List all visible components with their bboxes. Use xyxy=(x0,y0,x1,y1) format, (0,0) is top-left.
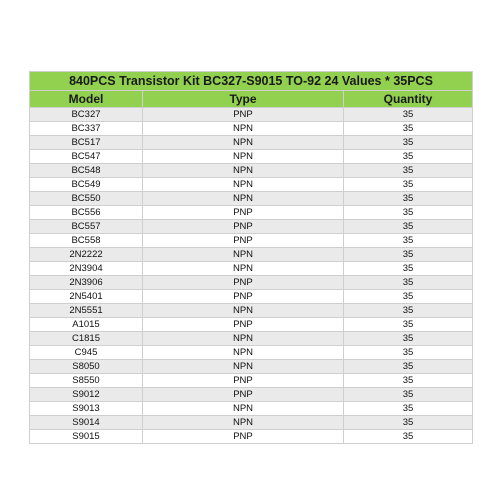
table-row xyxy=(30,346,473,360)
cell-model: 2N3904 xyxy=(30,262,143,276)
cell-type: NPN xyxy=(143,346,344,360)
cell-quantity: 35 xyxy=(344,276,473,290)
cell-quantity: 35 xyxy=(344,248,473,262)
cell-type: PNP xyxy=(143,220,344,234)
table-row xyxy=(30,402,473,416)
table-row xyxy=(30,332,473,346)
cell-quantity: 35 xyxy=(344,416,473,430)
table-row xyxy=(30,276,473,290)
cell-quantity: 35 xyxy=(344,136,473,150)
cell-model: 2N5401 xyxy=(30,290,143,304)
cell-quantity: 35 xyxy=(344,360,473,374)
cell-model: BC547 xyxy=(30,150,143,164)
cell-quantity: 35 xyxy=(344,318,473,332)
cell-model: 2N2222 xyxy=(30,248,143,262)
cell-model: BC557 xyxy=(30,220,143,234)
table-row xyxy=(30,388,473,402)
table-row xyxy=(30,248,473,262)
cell-model: S9013 xyxy=(30,402,143,416)
cell-type: PNP xyxy=(143,276,344,290)
cell-quantity: 35 xyxy=(344,220,473,234)
cell-model: BC558 xyxy=(30,234,143,248)
cell-quantity: 35 xyxy=(344,332,473,346)
cell-type: PNP xyxy=(143,374,344,388)
cell-type: NPN xyxy=(143,122,344,136)
cell-type: NPN xyxy=(143,192,344,206)
cell-quantity: 35 xyxy=(344,150,473,164)
table-row xyxy=(30,178,473,192)
table-row xyxy=(30,206,473,220)
cell-type: PNP xyxy=(143,290,344,304)
cell-model: C945 xyxy=(30,346,143,360)
cell-model: BC517 xyxy=(30,136,143,150)
cell-type: PNP xyxy=(143,388,344,402)
transistor-kit-table xyxy=(29,71,473,444)
table-title-row xyxy=(30,72,473,91)
cell-quantity: 35 xyxy=(344,192,473,206)
cell-type: PNP xyxy=(143,234,344,248)
cell-type: PNP xyxy=(143,108,344,122)
cell-quantity: 35 xyxy=(344,178,473,192)
cell-quantity: 35 xyxy=(344,374,473,388)
cell-type: PNP xyxy=(143,430,344,444)
table-row xyxy=(30,234,473,248)
cell-quantity: 35 xyxy=(344,164,473,178)
cell-quantity: 35 xyxy=(344,234,473,248)
column-header-type: Type xyxy=(143,91,344,108)
table-row xyxy=(30,108,473,122)
cell-type: NPN xyxy=(143,178,344,192)
table-row xyxy=(30,220,473,234)
cell-quantity: 35 xyxy=(344,206,473,220)
cell-model: S9014 xyxy=(30,416,143,430)
table-row xyxy=(30,430,473,444)
table-row xyxy=(30,164,473,178)
table-row xyxy=(30,416,473,430)
table-row xyxy=(30,192,473,206)
table-row xyxy=(30,136,473,150)
cell-type: NPN xyxy=(143,402,344,416)
cell-type: NPN xyxy=(143,164,344,178)
cell-model: C1815 xyxy=(30,332,143,346)
cell-type: NPN xyxy=(143,248,344,262)
column-header-quantity: Quantity xyxy=(344,91,473,108)
cell-model: S8550 xyxy=(30,374,143,388)
cell-model: BC337 xyxy=(30,122,143,136)
cell-model: 2N5551 xyxy=(30,304,143,318)
cell-quantity: 35 xyxy=(344,290,473,304)
cell-model: BC550 xyxy=(30,192,143,206)
column-header-model: Model xyxy=(30,91,143,108)
cell-type: NPN xyxy=(143,360,344,374)
cell-quantity: 35 xyxy=(344,262,473,276)
cell-model: BC327 xyxy=(30,108,143,122)
cell-quantity: 35 xyxy=(344,402,473,416)
cell-quantity: 35 xyxy=(344,388,473,402)
cell-model: BC549 xyxy=(30,178,143,192)
cell-type: NPN xyxy=(143,262,344,276)
table-row xyxy=(30,318,473,332)
cell-type: PNP xyxy=(143,318,344,332)
cell-quantity: 35 xyxy=(344,430,473,444)
cell-type: NPN xyxy=(143,304,344,318)
table-row xyxy=(30,374,473,388)
table-row xyxy=(30,304,473,318)
cell-quantity: 35 xyxy=(344,108,473,122)
cell-type: PNP xyxy=(143,206,344,220)
table-row xyxy=(30,122,473,136)
cell-type: NPN xyxy=(143,150,344,164)
cell-type: NPN xyxy=(143,332,344,346)
table-body xyxy=(30,108,473,444)
cell-quantity: 35 xyxy=(344,346,473,360)
table-row xyxy=(30,150,473,164)
cell-type: NPN xyxy=(143,416,344,430)
cell-model: BC548 xyxy=(30,164,143,178)
table-row xyxy=(30,262,473,276)
table-header-row xyxy=(30,91,473,108)
cell-model: S9015 xyxy=(30,430,143,444)
cell-model: BC556 xyxy=(30,206,143,220)
table-row xyxy=(30,360,473,374)
cell-type: NPN xyxy=(143,136,344,150)
cell-quantity: 35 xyxy=(344,122,473,136)
cell-model: S8050 xyxy=(30,360,143,374)
cell-quantity: 35 xyxy=(344,304,473,318)
table-row xyxy=(30,290,473,304)
table-title: 840PCS Transistor Kit BC327-S9015 TO-92 24 Values * 35PCS xyxy=(30,72,473,91)
cell-model: 2N3906 xyxy=(30,276,143,290)
cell-model: S9012 xyxy=(30,388,143,402)
cell-model: A1015 xyxy=(30,318,143,332)
